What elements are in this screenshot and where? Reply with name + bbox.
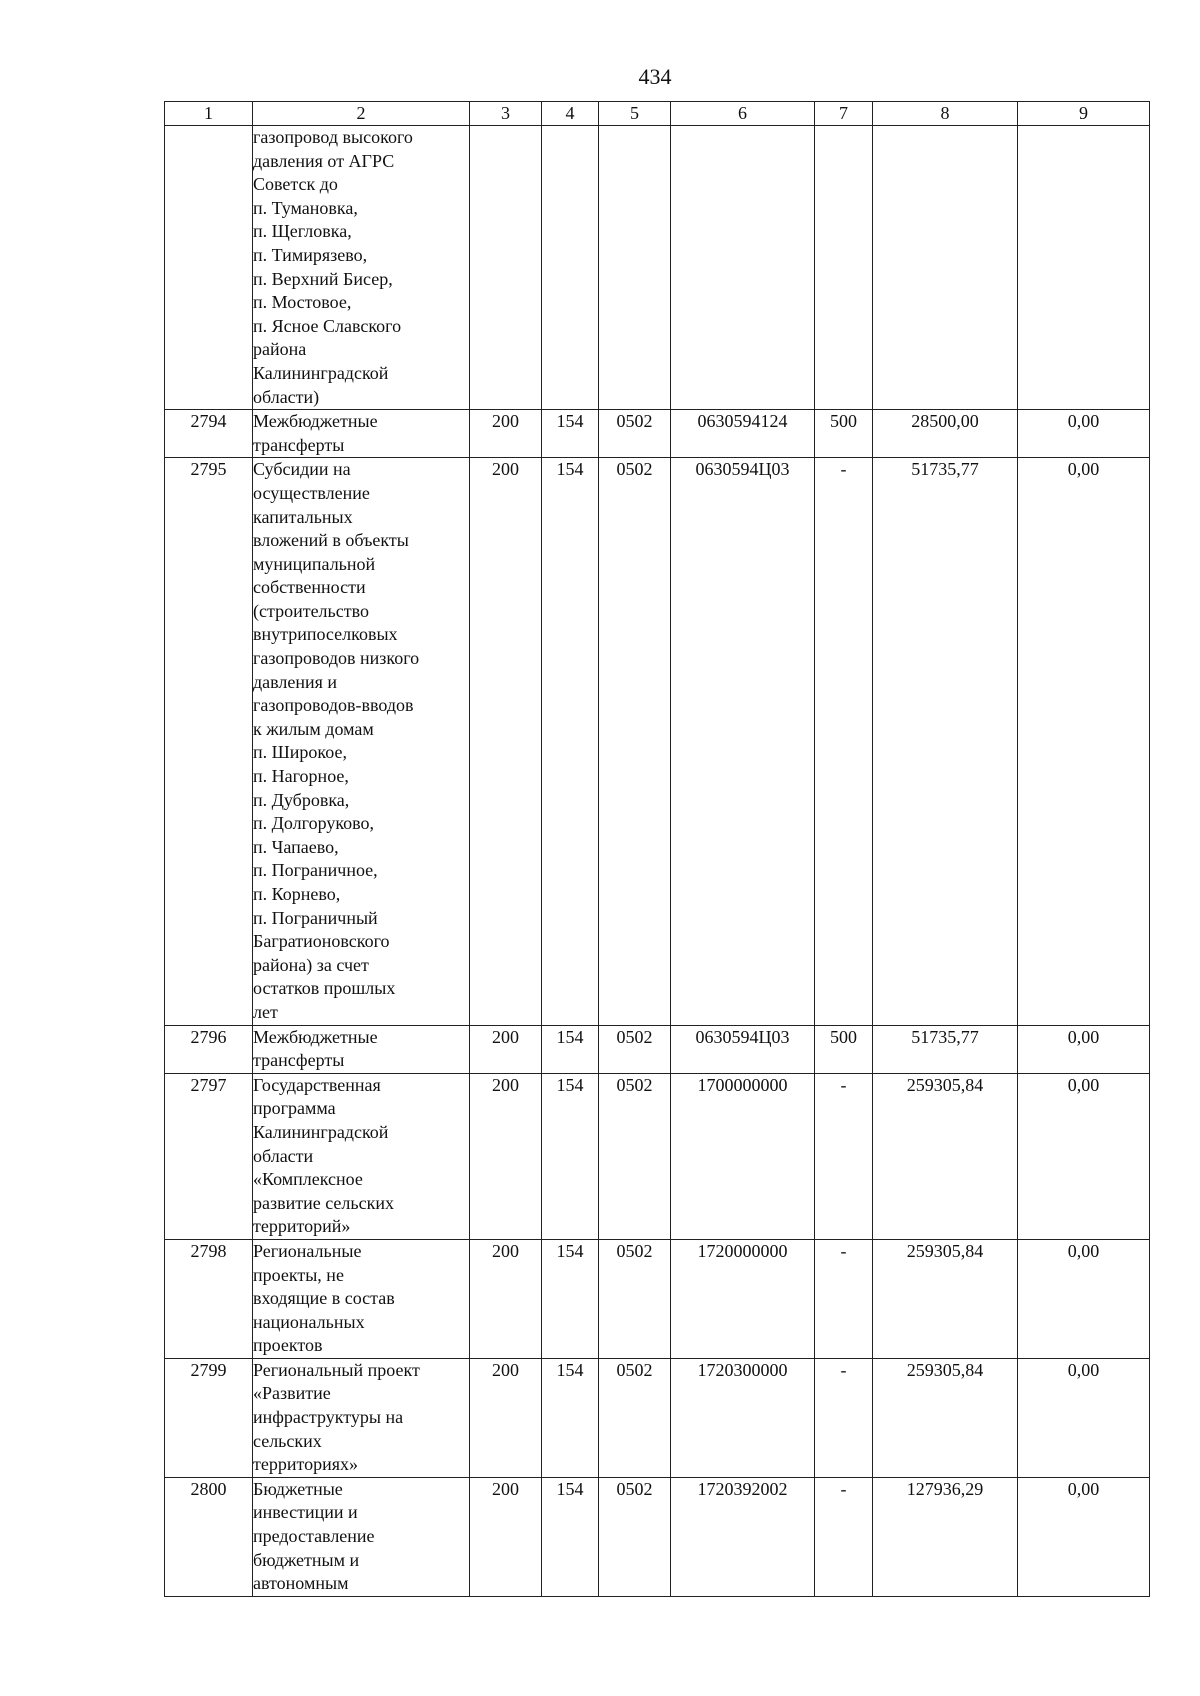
description-line: п. Корнево, [253, 884, 341, 904]
description-line: п. Ясное Славского [253, 315, 402, 336]
description-line: Государственная [253, 1074, 381, 1095]
description-line: территориях» [253, 1454, 359, 1475]
amount-2-cell: 0,00 [1018, 1025, 1150, 1073]
column-4-cell: 154 [542, 1477, 599, 1596]
column-4-cell: 154 [542, 458, 599, 1025]
amount-cell: 127936,29 [873, 1477, 1018, 1596]
table-row [165, 410, 1150, 458]
column-6-cell: 0630594124 [671, 410, 815, 458]
table-row [165, 1477, 1150, 1596]
description-line: области) [253, 386, 320, 407]
description-cell [253, 410, 470, 458]
description-line: инвестиции и [253, 1502, 358, 1523]
column-4-cell: 154 [542, 410, 599, 458]
description-line: вложений в объекты [253, 530, 409, 551]
table-body [165, 126, 1150, 1597]
description-line: проектов [253, 1335, 323, 1356]
description-line: п. Тумановка, [253, 197, 358, 218]
description-line: п. Пограничное, [253, 860, 378, 881]
description-line: п. Верхний Бисер, [253, 268, 393, 289]
description-line: Региональные [253, 1240, 362, 1261]
amount-2-cell: 0,00 [1018, 410, 1150, 458]
description-line: территорий» [253, 1216, 351, 1237]
row-number-cell [165, 126, 253, 410]
description-line: газопровод высокого [253, 127, 413, 147]
description-line: Межбюджетные [253, 411, 378, 432]
description-line: Калининградской [253, 1121, 389, 1142]
description-line: «Комплексное [253, 1169, 363, 1190]
amount-cell: 28500,00 [873, 410, 1018, 458]
table-row [165, 126, 1150, 410]
row-number-cell: 2797 [165, 1073, 253, 1239]
column-4-cell: 154 [542, 1025, 599, 1073]
column-7-cell: 500 [815, 410, 873, 458]
amount-2-cell: 0,00 [1018, 458, 1150, 1025]
description-line: п. Широкое, [253, 742, 347, 763]
description-line: п. Щегловка, [253, 221, 352, 242]
description-line: муниципальной [253, 553, 376, 574]
description-line: газопроводов низкого [253, 648, 420, 669]
row-number-cell: 2798 [165, 1239, 253, 1358]
description-line: трансферты [253, 1050, 345, 1071]
column-5-cell: 0502 [599, 410, 671, 458]
column-6-cell: 1720300000 [671, 1358, 815, 1477]
column-3-cell: 200 [470, 1239, 542, 1358]
description-line: предоставление [253, 1526, 375, 1547]
amount-cell: 259305,84 [873, 1073, 1018, 1239]
row-number-cell: 2794 [165, 410, 253, 458]
amount-2-cell: 0,00 [1018, 1239, 1150, 1358]
description-line: собственности [253, 577, 366, 598]
description-line: трансферты [253, 434, 345, 455]
table-row [165, 1073, 1150, 1239]
column-6-cell: 1720392002 [671, 1477, 815, 1596]
amount-2-cell: 0,00 [1018, 1358, 1150, 1477]
description-line: п. Чапаево, [253, 836, 339, 857]
column-6-cell: 1720000000 [671, 1239, 815, 1358]
description-line: программа [253, 1098, 336, 1119]
column-5-cell: 0502 [599, 1239, 671, 1358]
column-3-cell: 200 [470, 1358, 542, 1477]
column-5-cell: 0502 [599, 1073, 671, 1239]
column-7-cell [815, 126, 873, 410]
description-line: входящие в состав [253, 1288, 395, 1309]
description-line: п. Пограничный [253, 907, 378, 928]
page-number: 434 [638, 64, 672, 89]
description-line: развитие сельских [253, 1192, 394, 1213]
description-line: давления и [253, 671, 338, 692]
column-3-cell [470, 126, 542, 410]
column-4-cell: 154 [542, 1073, 599, 1239]
column-7-cell: - [815, 458, 873, 1025]
description-line: инфраструктуры на [253, 1407, 404, 1428]
description-cell [253, 1477, 470, 1596]
amount-cell [873, 126, 1018, 410]
amount-cell: 259305,84 [873, 1239, 1018, 1358]
description-line: Межбюджетные [253, 1026, 378, 1047]
column-4-cell: 154 [542, 1358, 599, 1477]
column-7-cell: 500 [815, 1025, 873, 1073]
column-3-cell: 200 [470, 1477, 542, 1596]
row-number-cell: 2795 [165, 458, 253, 1025]
description-line: (строительство [253, 600, 369, 621]
amount-cell: 259305,84 [873, 1358, 1018, 1477]
column-header: 7 [815, 102, 873, 126]
amount-cell: 51735,77 [873, 458, 1018, 1025]
column-header: 5 [599, 102, 671, 126]
description-line: бюджетным и [253, 1549, 360, 1570]
column-4-cell: 154 [542, 1239, 599, 1358]
description-line: района [253, 339, 307, 360]
column-7-cell: - [815, 1477, 873, 1596]
description-line: Региональный проект [253, 1359, 420, 1380]
table-row [165, 1358, 1150, 1477]
row-number-cell: 2800 [165, 1477, 253, 1596]
column-5-cell [599, 126, 671, 410]
description-line: п. Тимирязево, [253, 244, 368, 265]
column-5-cell: 0502 [599, 458, 671, 1025]
description-cell [253, 1358, 470, 1477]
description-line: лет [253, 1001, 278, 1022]
description-cell [253, 126, 470, 410]
description-line: Советск до [253, 174, 338, 195]
header-row [165, 102, 1150, 126]
description-line: внутрипоселковых [253, 624, 398, 645]
column-header: 3 [470, 102, 542, 126]
column-3-cell: 200 [470, 410, 542, 458]
description-cell [253, 458, 470, 1025]
column-7-cell: - [815, 1358, 873, 1477]
description-line: п. Дубровка, [253, 789, 350, 810]
description-line: Калининградской [253, 362, 389, 383]
column-5-cell: 0502 [599, 1358, 671, 1477]
column-7-cell: - [815, 1073, 873, 1239]
column-7-cell: - [815, 1239, 873, 1358]
row-number-cell: 2796 [165, 1025, 253, 1073]
column-6-cell: 1700000000 [671, 1073, 815, 1239]
description-line: области [253, 1145, 314, 1166]
column-6-cell [671, 126, 815, 410]
column-header: 9 [1018, 102, 1150, 126]
column-3-cell: 200 [470, 1025, 542, 1073]
description-cell [253, 1239, 470, 1358]
description-line: п. Долгоруково, [253, 813, 375, 834]
description-line: давления от АГРС [253, 150, 395, 171]
description-line: к жилым домам [253, 718, 374, 739]
description-line: газопроводов-вводов [253, 695, 414, 716]
column-6-cell: 0630594Ц03 [671, 1025, 815, 1073]
column-header: 6 [671, 102, 815, 126]
column-4-cell [542, 126, 599, 410]
amount-2-cell: 0,00 [1018, 1073, 1150, 1239]
amount-2-cell [1018, 126, 1150, 410]
description-line: проекты, не [253, 1264, 344, 1285]
description-line: автономным [253, 1573, 349, 1594]
column-header: 1 [165, 102, 253, 126]
column-header: 2 [253, 102, 470, 126]
description-line: п. Нагорное, [253, 766, 349, 787]
column-header: 4 [542, 102, 599, 126]
description-cell [253, 1025, 470, 1073]
description-line: Бюджетные [253, 1478, 343, 1499]
amount-2-cell: 0,00 [1018, 1477, 1150, 1596]
description-line: национальных [253, 1311, 365, 1332]
table-row [165, 1025, 1150, 1073]
description-line: района) за счет [253, 954, 369, 975]
column-5-cell: 0502 [599, 1477, 671, 1596]
table-row [165, 458, 1150, 1025]
amount-cell: 51735,77 [873, 1025, 1018, 1073]
column-header: 8 [873, 102, 1018, 126]
description-line: Багратионовского [253, 931, 390, 952]
description-line: остатков прошлых [253, 978, 396, 999]
budget-table [164, 101, 1150, 1597]
table-row [165, 1239, 1150, 1358]
column-6-cell: 0630594Ц03 [671, 458, 815, 1025]
row-number-cell: 2799 [165, 1358, 253, 1477]
column-5-cell: 0502 [599, 1025, 671, 1073]
description-line: «Развитие [253, 1383, 331, 1404]
description-line: сельских [253, 1430, 322, 1451]
column-3-cell: 200 [470, 458, 542, 1025]
description-line: п. Мостовое, [253, 292, 352, 313]
description-cell [253, 1073, 470, 1239]
description-line: осуществление [253, 482, 370, 503]
column-3-cell: 200 [470, 1073, 542, 1239]
description-line: Субсидии на [253, 459, 351, 480]
description-line: капитальных [253, 506, 353, 527]
